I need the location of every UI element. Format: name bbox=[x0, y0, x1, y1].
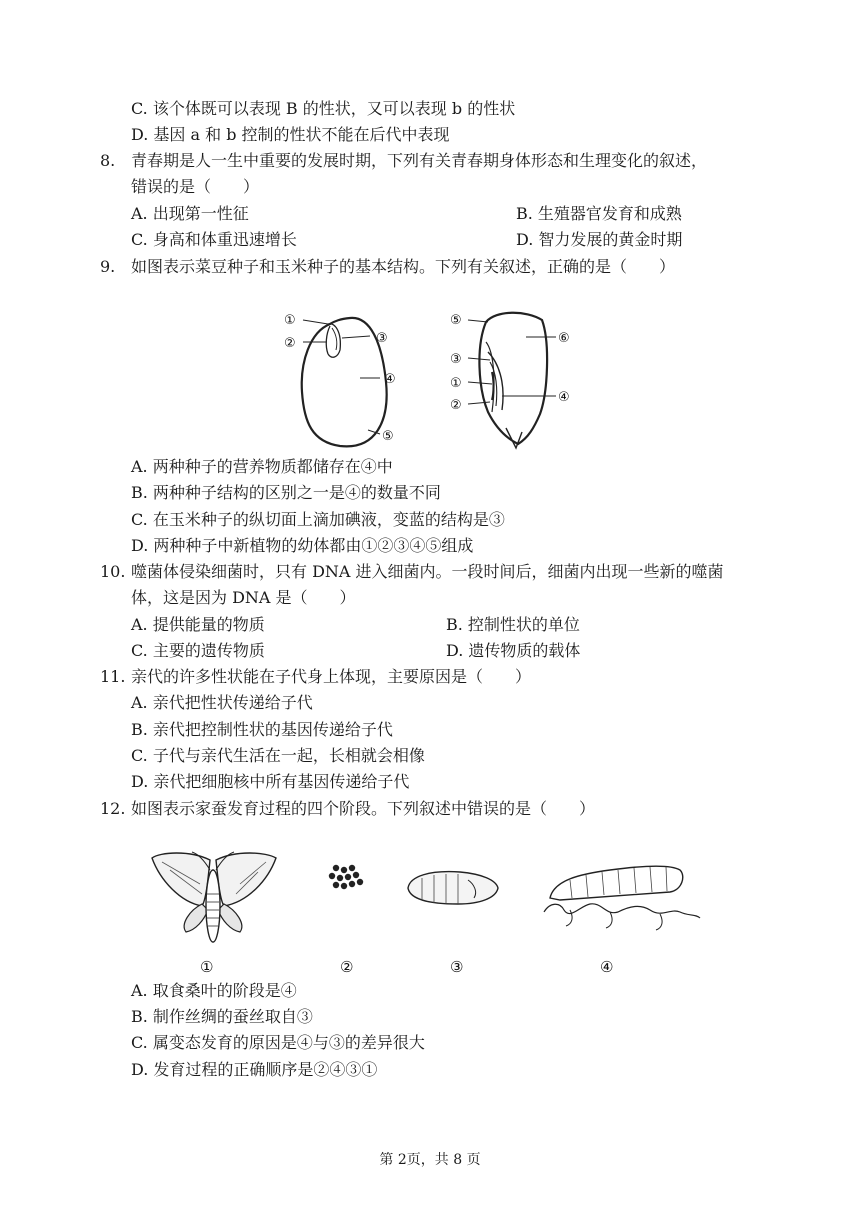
q12-option-c: C. 属变态发育的原因是④与③的差异很大 bbox=[131, 1033, 425, 1052]
q8-option-b: B. 生殖器官发育和成熟 bbox=[516, 204, 682, 223]
bean-label-1: ① bbox=[284, 313, 296, 328]
pupa-drawing bbox=[408, 872, 498, 904]
q8-number: 8. bbox=[100, 151, 116, 170]
q11-option-c: C. 子代与亲代生活在一起，长相就会相像 bbox=[131, 746, 425, 765]
q9-option-b: B. 两种种子结构的区别之一是④的数量不同 bbox=[131, 483, 441, 502]
q8-option-d: D. 智力发展的黄金时期 bbox=[516, 230, 683, 249]
q12-option-a: A. 取食桑叶的阶段是④ bbox=[131, 981, 297, 1000]
q8-stem-line1: 青春期是人一生中重要的发展时期，下列有关青春期身体形态和生理变化的叙述， bbox=[131, 151, 708, 170]
q8-option-a: A. 出现第一性征 bbox=[131, 204, 249, 223]
corn-label-3: ③ bbox=[450, 352, 462, 367]
q8-option-c: C. 身高和体重迅速增长 bbox=[131, 230, 297, 249]
stage-label-2: ② bbox=[340, 958, 354, 976]
q11-option-b: B. 亲代把控制性状的基因传递给子代 bbox=[131, 720, 393, 739]
corn-label-2: ② bbox=[450, 398, 462, 413]
q9-number: 9. bbox=[100, 257, 116, 276]
q12-number: 12. bbox=[100, 799, 126, 818]
q9-option-a: A. 两种种子的营养物质都储存在④中 bbox=[131, 457, 393, 476]
q7-option-d: D. 基因 a 和 b 控制的性状不能在后代中表现 bbox=[131, 125, 450, 144]
q12-option-d: D. 发育过程的正确顺序是②④③① bbox=[131, 1060, 378, 1079]
q9-option-c: C. 在玉米种子的纵切面上滴加碘液，变蓝的结构是③ bbox=[131, 510, 505, 529]
q12-stem: 如图表示家蚕发育过程的四个阶段。下列叙述中错误的是（ ） bbox=[131, 799, 596, 818]
q10-stem-line2: 体，这是因为 DNA 是（ ） bbox=[131, 588, 356, 607]
corn-label-1: ① bbox=[450, 376, 462, 391]
q11-number: 11. bbox=[100, 667, 126, 686]
q10-option-b: B. 控制性状的单位 bbox=[446, 615, 580, 634]
stage-label-4: ④ bbox=[600, 958, 614, 976]
corn-label-6: ⑥ bbox=[558, 331, 570, 346]
larva-drawing bbox=[544, 866, 700, 930]
q10-option-d: D. 遗传物质的载体 bbox=[446, 641, 581, 660]
q10-stem-line1: 噬菌体侵染细菌时，只有 DNA 进入细菌内。一段时间后，细菌内出现一些新的噬菌 bbox=[131, 562, 724, 581]
corn-label-4: ④ bbox=[558, 390, 570, 405]
q7-option-c: C. 该个体既可以表现 B 的性状，又可以表现 b 的性状 bbox=[131, 99, 516, 118]
q11-option-a: A. 亲代把性状传递给子代 bbox=[131, 693, 313, 712]
bean-label-2: ② bbox=[284, 336, 296, 351]
q10-option-c: C. 主要的遗传物质 bbox=[131, 641, 265, 660]
page-footer: 第 2页，共 8 页 bbox=[379, 1152, 481, 1168]
stage-label-1: ① bbox=[200, 958, 214, 976]
q11-stem: 亲代的许多性状能在子代身上体现，主要原因是（ ） bbox=[131, 667, 532, 686]
moth-drawing bbox=[152, 852, 276, 942]
stage-label-3: ③ bbox=[450, 958, 464, 976]
q10-number: 10. bbox=[100, 562, 126, 581]
q9-option-d: D. 两种种子中新植物的幼体都由①②③④⑤组成 bbox=[131, 536, 474, 555]
q10-option-a: A. 提供能量的物质 bbox=[131, 615, 265, 634]
bean-label-3: ③ bbox=[376, 331, 388, 346]
bean-label-4: ④ bbox=[384, 372, 396, 387]
bean-label-5: ⑤ bbox=[382, 429, 394, 444]
q8-stem-line2: 错误的是（ ） bbox=[131, 177, 260, 196]
eggs-drawing bbox=[329, 865, 363, 889]
corn-seed-figure bbox=[446, 302, 586, 452]
corn-label-5: ⑤ bbox=[450, 313, 462, 328]
bean-seed-figure bbox=[280, 302, 410, 452]
silkworm-stages-figure bbox=[140, 840, 720, 980]
q12-option-b: B. 制作丝绸的蚕丝取自③ bbox=[131, 1007, 313, 1026]
q9-stem: 如图表示菜豆种子和玉米种子的基本结构。下列有关叙述，正确的是（ ） bbox=[131, 257, 676, 276]
q11-option-d: D. 亲代把细胞核中所有基因传递给子代 bbox=[131, 772, 410, 791]
